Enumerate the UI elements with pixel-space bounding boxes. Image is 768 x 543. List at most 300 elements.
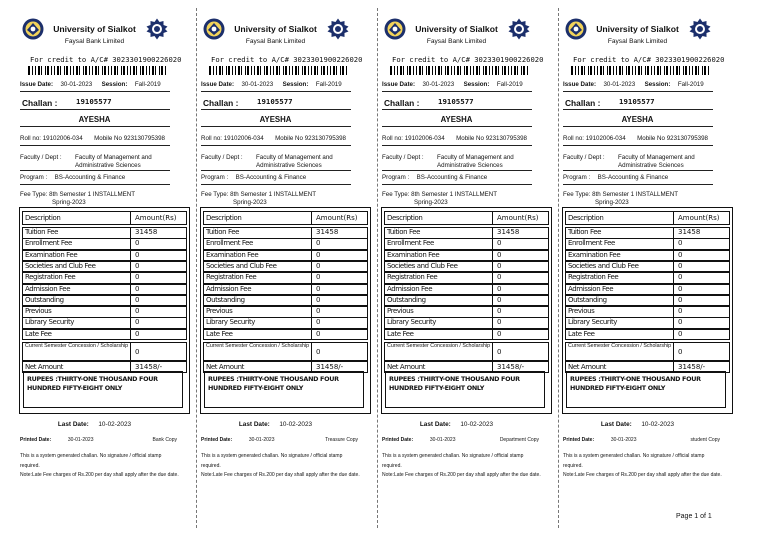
last-date-label: Last Date: (600, 421, 632, 428)
printed-date-value: 30-01-2023 (67, 437, 94, 443)
last-date-value: 10-02-2023 (279, 421, 313, 428)
copy-type-label: student Copy (690, 437, 720, 443)
fee-term: Spring-2023 (414, 198, 448, 206)
program-label: Program : (382, 174, 410, 181)
concession-amount: 0 (678, 348, 683, 356)
last-date-row (547, 421, 728, 428)
fee-row (22, 272, 187, 284)
fee-row (203, 261, 368, 273)
description-header: Description (385, 212, 493, 224)
copy-type-label: Bank Copy (152, 437, 177, 443)
printed-date-row (20, 437, 93, 443)
fee-description: Late Fee (204, 330, 312, 340)
faculty-value: Faculty of Management and Administrative Sciences (437, 154, 514, 169)
fee-amount: 31458 (497, 228, 520, 236)
fee-row (203, 272, 368, 284)
fee-amount: 0 (316, 307, 321, 316)
note-system-generated: This is a system generated challan. No signature / official stamp required. (563, 453, 705, 469)
fee-table (562, 207, 733, 414)
barcode (390, 66, 528, 75)
description-header: Description (566, 212, 674, 224)
fee-description: Tuition Fee (23, 228, 131, 238)
disclaimer-note (20, 452, 180, 481)
fee-row (565, 329, 730, 341)
roll-number: 19102006-034 (585, 135, 626, 142)
fee-amount: 0 (678, 250, 683, 259)
fee-amount: 0 (135, 239, 140, 248)
net-amount-value: 31458/- (316, 363, 344, 371)
fee-amount: 0 (497, 273, 502, 282)
note-system-generated: This is a system generated challan. No signature / official stamp required. (201, 453, 343, 469)
fee-row (565, 250, 730, 262)
fee-row (565, 295, 730, 307)
last-date-value: 10-02-2023 (641, 421, 675, 428)
fee-description: Examination Fee (385, 251, 493, 261)
fee-row (384, 306, 549, 318)
fee-row (384, 272, 549, 284)
printed-date-label: Printed Date: (382, 437, 414, 443)
concession-amount: 0 (316, 348, 321, 356)
fee-amount: 0 (497, 318, 502, 327)
fee-amount: 0 (316, 273, 321, 282)
issue-session-row (20, 81, 161, 88)
net-amount-label: Net Amount (566, 362, 674, 372)
fee-description: Library Security (23, 318, 131, 328)
last-date-label: Last Date: (419, 421, 451, 428)
fee-amount: 0 (497, 329, 502, 338)
fee-description: Examination Fee (204, 251, 312, 261)
roll-mobile-row (20, 135, 165, 142)
issue-date-label: Issue Date: (20, 81, 54, 88)
program-label: Program : (563, 174, 591, 181)
challan-number: 19105577 (619, 97, 655, 106)
faculty-value: Faculty of Management and Administrative Sciences (75, 154, 152, 169)
fee-description: Previous (566, 307, 674, 317)
fee-description: Late Fee (23, 330, 131, 340)
amount-header: Amount(Rs) (497, 214, 539, 222)
printed-date-row (382, 437, 455, 443)
fee-table-header (384, 211, 549, 225)
session-label: Session: (101, 81, 128, 88)
bank-name: Faysal Bank Limited (64, 38, 125, 45)
concession-label: Current Semester Concession / Scholarship (566, 343, 674, 360)
fee-description: Admission Fee (204, 285, 312, 295)
fee-table-header (22, 211, 187, 225)
fee-table (200, 207, 371, 414)
fee-description: Societies and Club Fee (385, 262, 493, 272)
session-value: Fall-2019 (496, 81, 523, 88)
concession-label: Current Semester Concession / Scholarship (23, 343, 131, 360)
fee-type-value: 8th Semester 1 INSTALLMENT (411, 191, 497, 198)
concession-label: Current Semester Concession / Scholarship (385, 343, 493, 360)
fee-amount: 0 (497, 250, 502, 259)
fee-description: Outstanding (204, 296, 312, 306)
concession-row (22, 342, 187, 361)
university-name: University of Sialkot (234, 24, 317, 34)
faculty-value: Faculty of Management and Administrative Sciences (618, 154, 695, 169)
university-name: University of Sialkot (53, 24, 136, 34)
challan-copy-3 (366, 0, 547, 543)
challan-number: 19105577 (257, 97, 293, 106)
cut-line-divider (196, 8, 197, 528)
fee-description: Outstanding (23, 296, 131, 306)
fee-type-label: Fee Type: (382, 191, 410, 198)
printed-date-value: 30-01-2023 (610, 437, 637, 443)
note-system-generated: This is a system generated challan. No signature / official stamp required. (20, 453, 162, 469)
disclaimer-note (563, 452, 723, 481)
fee-amount: 0 (316, 250, 321, 259)
fee-row (22, 284, 187, 296)
fee-amount: 0 (678, 318, 683, 327)
fee-amount: 0 (678, 261, 683, 270)
fee-amount: 0 (135, 329, 140, 338)
fee-description: Registration Fee (23, 273, 131, 283)
bank-name: Faysal Bank Limited (607, 38, 668, 45)
challan-copy-4 (547, 0, 728, 543)
fee-description: Tuition Fee (385, 228, 493, 238)
fee-amount: 0 (135, 307, 140, 316)
faculty-label: Faculty / Dept : (20, 154, 62, 161)
mobile-number: 923130795398 (304, 135, 346, 142)
amount-header: Amount(Rs) (678, 214, 720, 222)
credit-account-line: For credit to A/C# 3023301900226020 (392, 55, 544, 64)
barcode (28, 66, 166, 75)
fee-term: Spring-2023 (595, 198, 629, 206)
last-date-value: 10-02-2023 (460, 421, 494, 428)
fee-row (22, 238, 187, 250)
concession-row (384, 342, 549, 361)
fee-amount: 0 (316, 329, 321, 338)
description-header: Description (23, 212, 131, 224)
fee-row (565, 317, 730, 329)
fee-amount: 0 (497, 307, 502, 316)
challan-label: Challan : (203, 98, 239, 108)
fee-row (203, 317, 368, 329)
fee-row (565, 272, 730, 284)
fee-description: Outstanding (385, 296, 493, 306)
fee-row (203, 329, 368, 341)
program-row (201, 174, 306, 181)
fee-amount: 0 (497, 284, 502, 293)
concession-row (203, 342, 368, 361)
fee-type-block (201, 191, 316, 206)
last-date-label: Last Date: (57, 421, 89, 428)
fee-row (384, 250, 549, 262)
roll-label: Roll no: (563, 135, 584, 142)
fee-description: Library Security (566, 318, 674, 328)
university-name: University of Sialkot (415, 24, 498, 34)
program-label: Program : (201, 174, 229, 181)
session-label: Session: (644, 81, 671, 88)
program-value: BS-Accounting & Finance (54, 174, 126, 181)
challan-label: Challan : (384, 98, 420, 108)
bank-name: Faysal Bank Limited (426, 38, 487, 45)
mobile-number: 923130795398 (485, 135, 527, 142)
fee-type-label: Fee Type: (201, 191, 229, 198)
amount-header: Amount(Rs) (316, 214, 358, 222)
fee-description: Societies and Club Fee (23, 262, 131, 272)
program-row (382, 174, 487, 181)
fee-description: Library Security (385, 318, 493, 328)
fee-amount: 0 (678, 284, 683, 293)
issue-date: 30-01-2023 (241, 81, 274, 88)
disclaimer-note (382, 452, 542, 481)
fee-type-value: 8th Semester 1 INSTALLMENT (49, 191, 135, 198)
page-number: Page 1 of 1 (676, 513, 712, 520)
cut-line-divider (377, 8, 378, 528)
fee-row (384, 284, 549, 296)
amount-in-words: RUPEES :THIRTY-ONE THOUSAND FOUR HUNDRED FIFTY-EIGHT ONLY (566, 371, 726, 408)
printed-date-row (201, 437, 274, 443)
barcode (571, 66, 709, 75)
fee-row (22, 317, 187, 329)
fee-amount: 0 (135, 250, 140, 259)
fee-row (22, 250, 187, 262)
fee-description: Tuition Fee (566, 228, 674, 238)
fee-description: Previous (23, 307, 131, 317)
printed-date-label: Printed Date: (201, 437, 233, 443)
roll-mobile-row (382, 135, 527, 142)
fee-term: Spring-2023 (52, 198, 86, 206)
printed-date-value: 30-01-2023 (429, 437, 456, 443)
fee-description: Registration Fee (566, 273, 674, 283)
fee-row (565, 227, 730, 239)
program-value: BS-Accounting & Finance (597, 174, 669, 181)
fee-row (203, 238, 368, 250)
last-date-value: 10-02-2023 (98, 421, 132, 428)
challan-number: 19105577 (438, 97, 474, 106)
challan-copy-2 (185, 0, 366, 543)
faculty-label: Faculty / Dept : (382, 154, 424, 161)
fee-row (384, 238, 549, 250)
fee-row (565, 261, 730, 273)
program-value: BS-Accounting & Finance (235, 174, 307, 181)
fee-row (22, 295, 187, 307)
barcode (209, 66, 347, 75)
faculty-label: Faculty / Dept : (563, 154, 605, 161)
issue-date: 30-01-2023 (60, 81, 93, 88)
fee-type-value: 8th Semester 1 INSTALLMENT (230, 191, 316, 198)
session-value: Fall-2019 (134, 81, 161, 88)
fee-amount: 0 (678, 295, 683, 304)
fee-row (565, 284, 730, 296)
credit-account-line: For credit to A/C# 3023301900226020 (211, 55, 363, 64)
fee-description: Societies and Club Fee (566, 262, 674, 272)
fee-row (384, 261, 549, 273)
printed-date-value: 30-01-2023 (248, 437, 275, 443)
concession-amount: 0 (135, 348, 140, 356)
university-name: University of Sialkot (596, 24, 679, 34)
description-header: Description (204, 212, 312, 224)
fee-amount: 0 (497, 261, 502, 270)
fee-description: Enrollment Fee (566, 239, 674, 249)
roll-number: 19102006-034 (42, 135, 83, 142)
student-name: AYESHA (440, 115, 473, 124)
issue-session-row (201, 81, 342, 88)
session-value: Fall-2019 (315, 81, 342, 88)
mobile-label: Mobile No (275, 135, 303, 142)
fee-row (203, 306, 368, 318)
fee-description: Previous (385, 307, 493, 317)
program-row (563, 174, 668, 181)
disclaimer-note (201, 452, 361, 481)
fee-table (19, 207, 190, 414)
roll-mobile-row (563, 135, 708, 142)
net-amount-label: Net Amount (385, 362, 493, 372)
fee-row (22, 261, 187, 273)
fee-row (22, 306, 187, 318)
fee-description: Enrollment Fee (385, 239, 493, 249)
fee-amount: 0 (135, 261, 140, 270)
fee-amount: 0 (135, 318, 140, 327)
fee-type-block (563, 191, 678, 206)
fee-amount: 0 (316, 261, 321, 270)
student-name: AYESHA (259, 115, 292, 124)
net-amount-label: Net Amount (204, 362, 312, 372)
fee-type-block (20, 191, 135, 206)
fee-description: Late Fee (566, 330, 674, 340)
net-amount-label: Net Amount (23, 362, 131, 372)
session-label: Session: (463, 81, 490, 88)
fee-amount: 31458 (316, 228, 339, 236)
amount-in-words: RUPEES :THIRTY-ONE THOUSAND FOUR HUNDRED FIFTY-EIGHT ONLY (204, 371, 364, 408)
fee-row (203, 295, 368, 307)
fee-amount: 0 (678, 307, 683, 316)
concession-label: Current Semester Concession / Scholarship (204, 343, 312, 360)
amount-in-words: RUPEES :THIRTY-ONE THOUSAND FOUR HUNDRED FIFTY-EIGHT ONLY (23, 371, 183, 408)
mobile-label: Mobile No (94, 135, 122, 142)
mobile-number: 923130795398 (666, 135, 708, 142)
fee-row (384, 329, 549, 341)
challan-label: Challan : (22, 98, 58, 108)
fee-description: Previous (204, 307, 312, 317)
fee-amount: 31458 (135, 228, 158, 236)
mobile-label: Mobile No (637, 135, 665, 142)
fee-amount: 0 (316, 295, 321, 304)
program-row (20, 174, 125, 181)
concession-row (565, 342, 730, 361)
challan-label: Challan : (565, 98, 601, 108)
fee-description: Enrollment Fee (23, 239, 131, 249)
fee-amount: 0 (678, 239, 683, 248)
roll-mobile-row (201, 135, 346, 142)
fee-amount: 0 (678, 329, 683, 338)
printed-date-row (563, 437, 636, 443)
student-name: AYESHA (621, 115, 654, 124)
note-late-fee: Note:Late Fee charges of Rs.200 per day shall apply after the due date. (382, 472, 541, 478)
fee-type-value: 8th Semester 1 INSTALLMENT (592, 191, 678, 198)
last-date-label: Last Date: (238, 421, 270, 428)
last-date-row (366, 421, 547, 428)
issue-date-label: Issue Date: (201, 81, 235, 88)
fee-table-header (203, 211, 368, 225)
credit-account-line: For credit to A/C# 3023301900226020 (30, 55, 182, 64)
faculty-value: Faculty of Management and Administrative Sciences (256, 154, 333, 169)
issue-date-label: Issue Date: (563, 81, 597, 88)
fee-amount: 31458 (678, 228, 701, 236)
fee-row (565, 306, 730, 318)
fee-row (22, 329, 187, 341)
roll-label: Roll no: (382, 135, 403, 142)
note-late-fee: Note:Late Fee charges of Rs.200 per day shall apply after the due date. (201, 472, 360, 478)
roll-label: Roll no: (201, 135, 222, 142)
fee-amount: 0 (497, 295, 502, 304)
mobile-number: 923130795398 (123, 135, 165, 142)
last-date-row (185, 421, 366, 428)
issue-date-label: Issue Date: (382, 81, 416, 88)
fee-description: Outstanding (566, 296, 674, 306)
fee-row (384, 295, 549, 307)
challan-copy-1 (4, 0, 185, 543)
program-value: BS-Accounting & Finance (416, 174, 488, 181)
fee-description: Admission Fee (566, 285, 674, 295)
net-amount-value: 31458/- (497, 363, 525, 371)
fee-description: Enrollment Fee (204, 239, 312, 249)
faculty-label: Faculty / Dept : (201, 154, 243, 161)
program-label: Program : (20, 174, 48, 181)
fee-amount: 0 (135, 295, 140, 304)
copy-type-label: Department Copy (499, 437, 539, 443)
roll-number: 19102006-034 (404, 135, 445, 142)
roll-label: Roll no: (20, 135, 41, 142)
net-amount-value: 31458/- (135, 363, 163, 371)
credit-account-line: For credit to A/C# 3023301900226020 (573, 55, 725, 64)
fee-description: Registration Fee (385, 273, 493, 283)
fee-type-label: Fee Type: (563, 191, 591, 198)
note-system-generated: This is a system generated challan. No signature / official stamp required. (382, 453, 524, 469)
printed-date-label: Printed Date: (563, 437, 595, 443)
fee-term: Spring-2023 (233, 198, 267, 206)
cut-line-divider (558, 8, 559, 528)
amount-in-words: RUPEES :THIRTY-ONE THOUSAND FOUR HUNDRED FIFTY-EIGHT ONLY (385, 371, 545, 408)
fee-row (203, 227, 368, 239)
fee-type-label: Fee Type: (20, 191, 48, 198)
student-name: AYESHA (78, 115, 111, 124)
fee-amount: 0 (497, 239, 502, 248)
note-late-fee: Note:Late Fee charges of Rs.200 per day shall apply after the due date. (20, 472, 179, 478)
fee-row (22, 227, 187, 239)
fee-description: Societies and Club Fee (204, 262, 312, 272)
fee-description: Examination Fee (23, 251, 131, 261)
last-date-row (4, 421, 185, 428)
fee-table-header (565, 211, 730, 225)
fee-amount: 0 (316, 239, 321, 248)
session-label: Session: (282, 81, 309, 88)
printed-date-label: Printed Date: (20, 437, 52, 443)
mobile-label: Mobile No (456, 135, 484, 142)
fee-description: Late Fee (385, 330, 493, 340)
net-amount-value: 31458/- (678, 363, 706, 371)
fee-table (381, 207, 552, 414)
fee-type-block (382, 191, 497, 206)
amount-header: Amount(Rs) (135, 214, 177, 222)
fee-row (565, 238, 730, 250)
issue-date: 30-01-2023 (422, 81, 455, 88)
fee-row (384, 227, 549, 239)
fee-amount: 0 (678, 273, 683, 282)
challan-number: 19105577 (76, 97, 112, 106)
issue-session-row (382, 81, 523, 88)
fee-description: Tuition Fee (204, 228, 312, 238)
fee-amount: 0 (316, 318, 321, 327)
issue-date: 30-01-2023 (603, 81, 636, 88)
fee-amount: 0 (135, 273, 140, 282)
fee-row (384, 317, 549, 329)
note-late-fee: Note:Late Fee charges of Rs.200 per day shall apply after the due date. (563, 472, 722, 478)
fee-description: Admission Fee (23, 285, 131, 295)
fee-description: Examination Fee (566, 251, 674, 261)
roll-number: 19102006-034 (223, 135, 264, 142)
